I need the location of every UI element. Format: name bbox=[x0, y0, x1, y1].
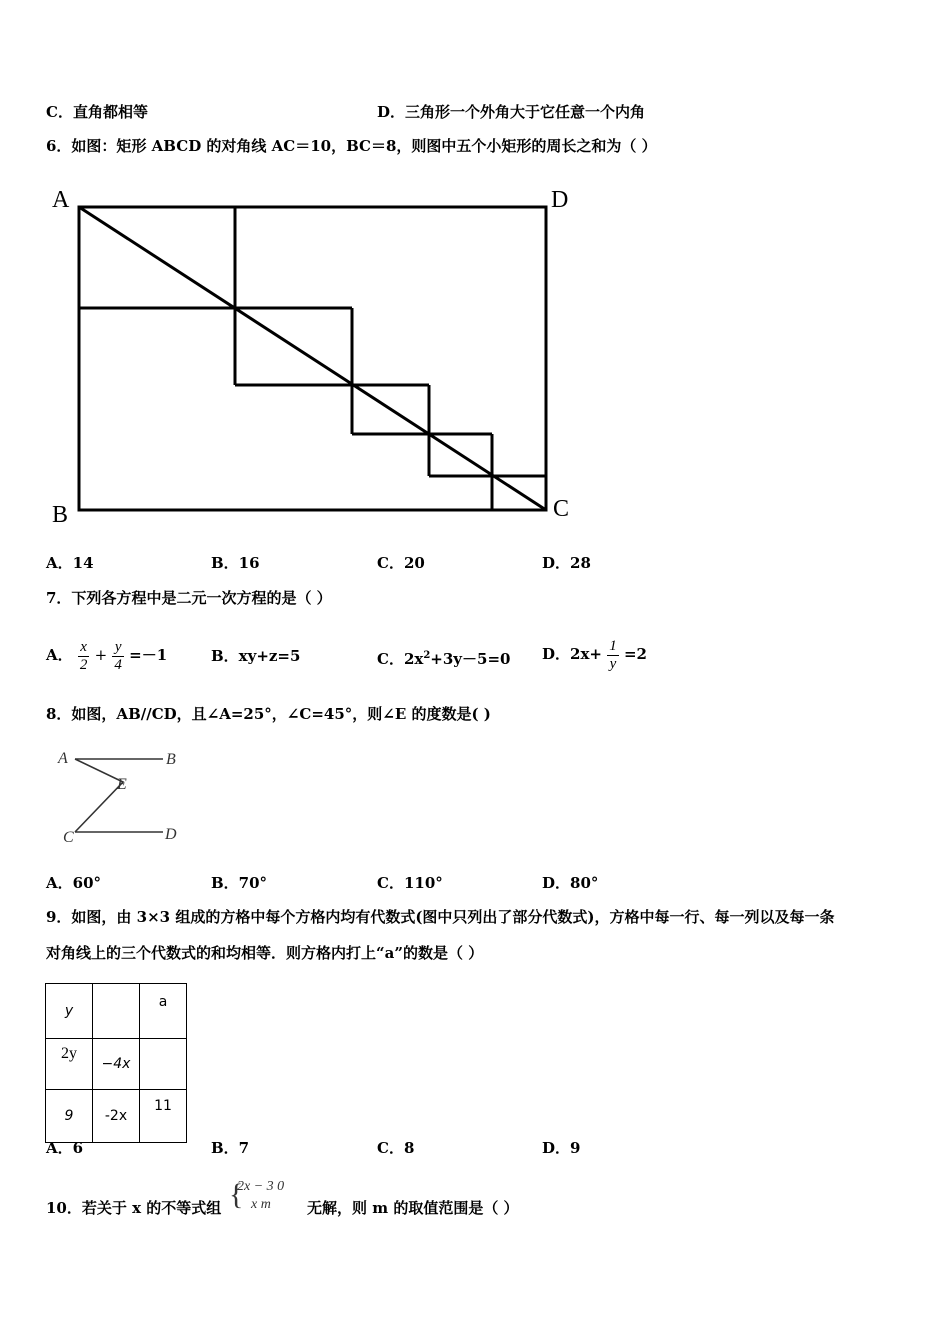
grid-cell: −4x bbox=[93, 1039, 140, 1090]
plus-sign: + bbox=[94, 646, 108, 664]
label-b: B bbox=[52, 502, 69, 528]
system-row-2: x m bbox=[251, 1197, 271, 1212]
q7-option-a-label: A． bbox=[46, 646, 73, 664]
q9-option-a: A．6 bbox=[46, 1139, 84, 1157]
grid-cell bbox=[140, 1039, 187, 1090]
grid-cell: 9 bbox=[46, 1090, 93, 1143]
q5-option-c: C．直角都相等 bbox=[46, 103, 148, 121]
q5-option-d: D．三角形一个外角大于它任意一个内角 bbox=[377, 103, 646, 121]
q7-option-c bbox=[377, 646, 510, 669]
brace-icon: { bbox=[229, 1178, 244, 1211]
q10-stem-pre: 10．若关于 x 的不等式组 bbox=[46, 1199, 222, 1217]
q9-magic-square-grid bbox=[45, 983, 187, 1143]
diagonal-ac bbox=[79, 207, 546, 510]
q7-fraction-1-over-y bbox=[607, 638, 619, 673]
q9-option-d: D．9 bbox=[542, 1139, 581, 1157]
system-row-1: 2x − 3 0 bbox=[237, 1179, 285, 1194]
q6-rectangle-figure bbox=[40, 180, 600, 530]
q7-option-a bbox=[46, 627, 167, 683]
q7-fraction-y-over-4 bbox=[112, 639, 124, 674]
label-c: C bbox=[553, 496, 570, 522]
grid-row bbox=[46, 1039, 187, 1090]
grid-cell: -2x bbox=[93, 1090, 140, 1143]
frac-numerator: x bbox=[78, 639, 90, 657]
label-b: B bbox=[166, 751, 176, 768]
q8-option-c: C．110° bbox=[377, 874, 443, 892]
q7-option-c-pre: C．2x bbox=[377, 650, 424, 668]
frac-denominator: 2 bbox=[79, 656, 88, 673]
q7-option-b: B．xy+z=5 bbox=[211, 647, 301, 665]
line-aec bbox=[75, 759, 123, 832]
q9-option-c: C．8 bbox=[377, 1139, 415, 1157]
label-e: E bbox=[117, 776, 127, 793]
frac-numerator: 1 bbox=[609, 637, 617, 654]
q9-option-b: B．7 bbox=[211, 1139, 250, 1157]
grid-row bbox=[46, 1090, 187, 1143]
q7-option-d-post: =2 bbox=[623, 645, 647, 663]
q7-option-c-post: +3y－5=0 bbox=[430, 650, 511, 668]
label-d: D bbox=[551, 187, 569, 213]
grid-cell: y bbox=[46, 984, 93, 1039]
q7-option-a-tail: =－1 bbox=[129, 646, 168, 664]
grid-cell: 2y bbox=[46, 1039, 93, 1090]
q10-stem-post: 无解，则 m 的取值范围是（ ） bbox=[307, 1199, 519, 1217]
label-d: D bbox=[165, 826, 177, 843]
q8-parallel-lines-figure bbox=[55, 745, 195, 850]
label-c: C bbox=[63, 829, 74, 846]
q7-stem: 7．下列各方程中是二元一次方程的是（ ） bbox=[46, 589, 332, 607]
q7-fraction-x-over-2 bbox=[78, 639, 90, 674]
frac-denominator: 4 bbox=[114, 656, 122, 673]
q7-option-d bbox=[542, 620, 647, 688]
grid-cell-a: a bbox=[140, 984, 187, 1039]
q8-stem: 8．如图，AB//CD，且∠A=25°，∠C=45°，则∠E 的度数是( ) bbox=[46, 705, 491, 723]
frac-numerator: y bbox=[112, 639, 124, 657]
q6-option-a: A．14 bbox=[46, 554, 94, 572]
q9-stem-line2: 对角线上的三个代数式的和均相等．则方格内打上“a”的数是（ ） bbox=[46, 944, 484, 962]
q6-stem: 6．如图：矩形 ABCD 的对角线 AC＝10，BC＝8，则图中五个小矩形的周长之和为（ ） bbox=[46, 137, 657, 155]
q6-option-d: D．28 bbox=[542, 554, 591, 572]
q6-option-c: C．20 bbox=[377, 554, 425, 572]
q8-option-a: A．60° bbox=[46, 874, 102, 892]
q6-option-b: B．16 bbox=[211, 554, 260, 572]
label-a: A bbox=[58, 750, 68, 767]
grid-cell bbox=[93, 984, 140, 1039]
label-a: A bbox=[52, 187, 70, 213]
q8-option-b: B．70° bbox=[211, 874, 268, 892]
q7-option-d-pre: D．2x+ bbox=[542, 645, 602, 663]
grid-row bbox=[46, 984, 187, 1039]
grid-cell: 11 bbox=[140, 1090, 187, 1143]
exponent: 2 bbox=[423, 650, 431, 661]
q9-stem-line1: 9．如图，由 3×3 组成的方格中每个方格内均有代数式(图中只列出了部分代数式)，方格中每一行、每一列以及每一条 bbox=[46, 908, 835, 926]
frac-denominator: y bbox=[609, 655, 617, 672]
q8-option-d: D．80° bbox=[542, 874, 599, 892]
